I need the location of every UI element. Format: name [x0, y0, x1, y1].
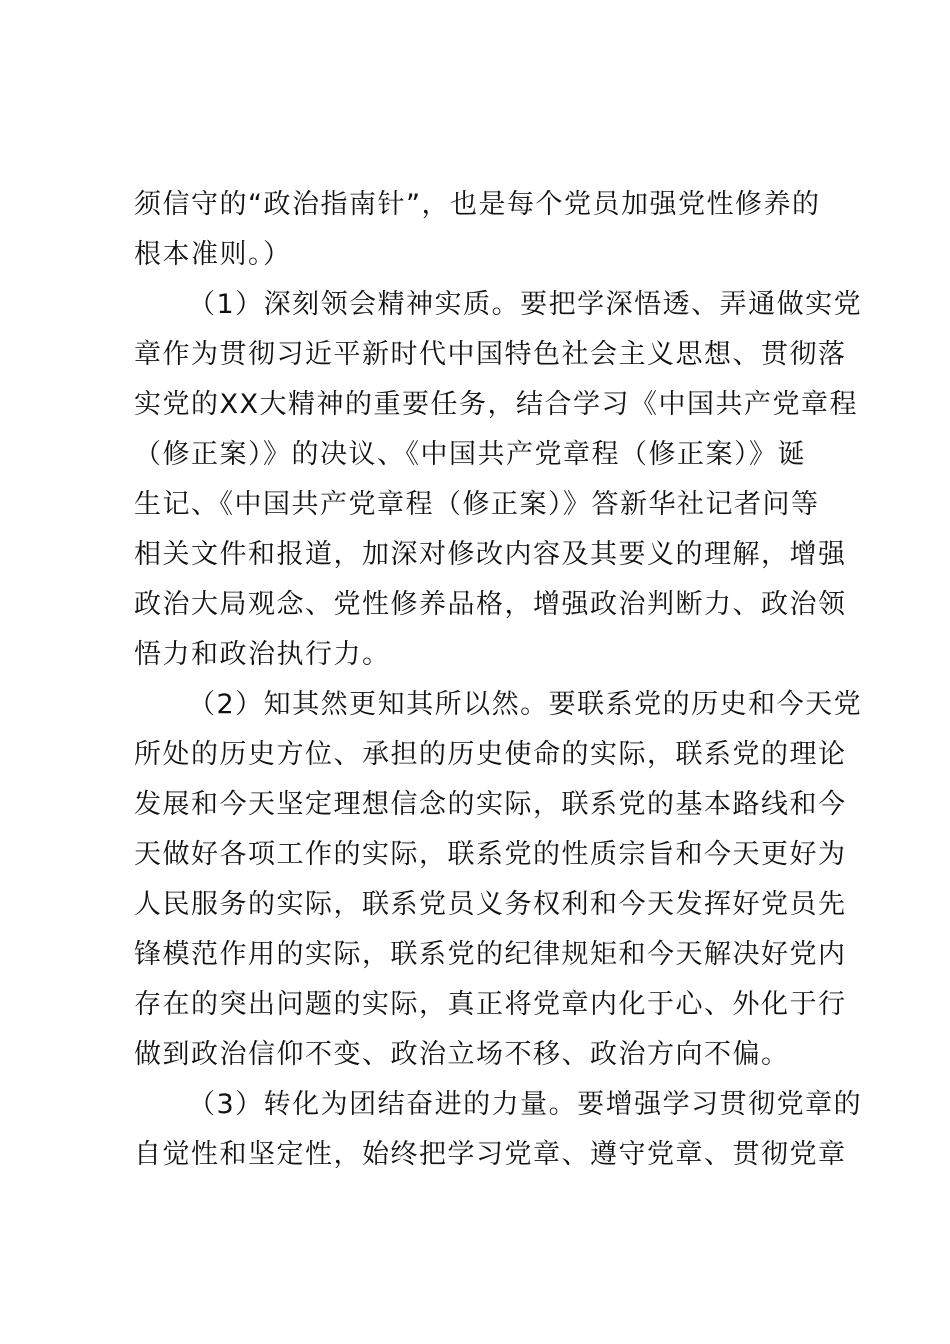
text-line: 政治大局观念、党性修养品格，增强政治判断力、政治领	[134, 589, 847, 620]
paragraph-3-start: （3）转化为团结奋进的力量。要增强学习贯彻党章的	[188, 1089, 863, 1120]
text-line: 天做好各项工作的实际，联系党的性质宗旨和今天更好为	[134, 839, 847, 870]
text-line: 自觉性和坚定性，始终把学习党章、遵守党章、贯彻党章	[134, 1139, 847, 1170]
text-line: 人民服务的实际，联系党员义务权利和今天发挥好党员先	[134, 889, 847, 920]
paragraph-1-start: （1）深刻领会精神实质。要把学深悟透、弄通做实党	[188, 289, 863, 320]
text-line: 锋模范作用的实际，联系党的纪律规矩和今天解决好党内	[134, 939, 847, 970]
text-line: 发展和今天坚定理想信念的实际，联系党的基本路线和今	[134, 789, 847, 820]
text-line: 悟力和政治执行力。	[134, 639, 391, 670]
text-line: 存在的突出问题的实际，真正将党章内化于心、外化于行	[134, 989, 847, 1020]
text-line: 根本准则。）	[134, 239, 292, 270]
document-body	[134, 180, 863, 1180]
text-line: 做到政治信仰不变、政治立场不移、政治方向不偏。	[134, 1039, 790, 1070]
text-line: （修正案）》的决议、《中国共产党章程（修正案）》诞	[134, 439, 806, 470]
text-line: 章作为贯彻习近平新时代中国特色社会主义思想、贯彻落	[134, 339, 847, 370]
text-line: 须信守的“政治指南针”，也是每个党员加强党性修养的	[134, 189, 821, 220]
text-line: 相关文件和报道，加深对修改内容及其要义的理解，增强	[134, 539, 847, 570]
text-line: 实党的XX大精神的重要任务，结合学习《中国共产党章程	[134, 389, 858, 420]
text-line: 所处的历史方位、承担的历史使命的实际，联系党的理论	[134, 739, 847, 770]
text-line: 生记、《中国共产党章程（修正案）》答新华社记者问等	[134, 489, 820, 520]
paragraph-2-start: （2）知其然更知其所以然。要联系党的历史和今天党	[188, 689, 863, 720]
